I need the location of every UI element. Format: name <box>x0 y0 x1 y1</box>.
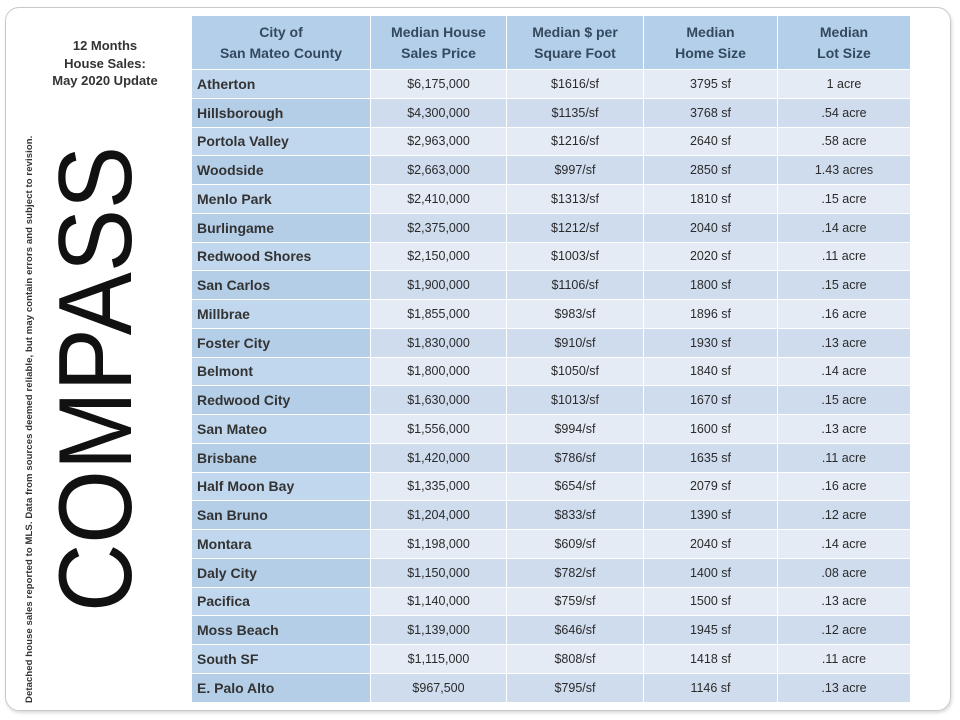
table-row-city: Moss Beach <box>192 616 371 645</box>
table-cell-price: $1,204,000 <box>371 501 507 530</box>
sales-table <box>192 16 911 703</box>
table-cell-price: $1,855,000 <box>371 300 507 329</box>
table-cell-price: $1,139,000 <box>371 616 507 645</box>
caption-line-3: May 2020 Update <box>52 73 158 88</box>
header-home-size <box>644 16 778 70</box>
table-row-city: San Carlos <box>192 271 371 300</box>
table-row-city: Belmont <box>192 358 371 387</box>
header-price-per-sqft-line: Median $ per <box>532 23 618 40</box>
table-cell-home-size: 1390 sf <box>644 501 778 530</box>
table-cell-home-size: 1400 sf <box>644 559 778 588</box>
table-cell-price: $1,900,000 <box>371 271 507 300</box>
table-cell-home-size: 1500 sf <box>644 588 778 617</box>
table-cell-lot-size: .13 acre <box>778 588 911 617</box>
table-cell-home-size: 1930 sf <box>644 329 778 358</box>
table-cell-lot-size: .16 acre <box>778 473 911 502</box>
table-cell-lot-size: 1.43 acres <box>778 156 911 185</box>
table-cell-price: $2,410,000 <box>371 185 507 214</box>
table-cell-price-per-sqft: $1616/sf <box>507 70 644 99</box>
compass-logo-text: COMPASS <box>38 99 154 612</box>
header-price-per-sqft-line: Square Foot <box>534 44 616 61</box>
table-cell-price: $1,420,000 <box>371 444 507 473</box>
table-row-city: Redwood Shores <box>192 243 371 272</box>
table-row-city: Atherton <box>192 70 371 99</box>
header-lot-size-line: Lot Size <box>817 44 871 61</box>
table-cell-price: $1,800,000 <box>371 358 507 387</box>
table-cell-price-per-sqft: $808/sf <box>507 645 644 674</box>
table-cell-price-per-sqft: $609/sf <box>507 530 644 559</box>
table-cell-price-per-sqft: $833/sf <box>507 501 644 530</box>
caption-line-1: 12 Months <box>72 38 138 53</box>
table-cell-home-size: 1840 sf <box>644 358 778 387</box>
header-price-per-sqft <box>507 16 644 70</box>
table-row-city: Menlo Park <box>192 185 371 214</box>
header-price-line: Sales Price <box>401 44 476 61</box>
table-cell-lot-size: .12 acre <box>778 501 911 530</box>
table-row-city: San Mateo <box>192 415 371 444</box>
table-cell-price: $1,150,000 <box>371 559 507 588</box>
table-cell-price: $6,175,000 <box>371 70 507 99</box>
table-cell-home-size: 2079 sf <box>644 473 778 502</box>
table-cell-home-size: 2040 sf <box>644 530 778 559</box>
table-cell-price-per-sqft: $1050/sf <box>507 358 644 387</box>
table-cell-lot-size: .13 acre <box>778 329 911 358</box>
table-cell-price-per-sqft: $997/sf <box>507 156 644 185</box>
table-cell-home-size: 1418 sf <box>644 645 778 674</box>
table-row-city: Woodside <box>192 156 371 185</box>
header-city-line: City of <box>259 23 303 40</box>
table-row-city: E. Palo Alto <box>192 674 371 703</box>
header-home-size-line: Median <box>686 23 735 40</box>
table-cell-home-size: 1896 sf <box>644 300 778 329</box>
table-row-city: Redwood City <box>192 386 371 415</box>
header-lot-size <box>778 16 911 70</box>
table-cell-price: $1,630,000 <box>371 386 507 415</box>
table-cell-home-size: 3768 sf <box>644 99 778 128</box>
table-cell-lot-size: .15 acre <box>778 271 911 300</box>
table-cell-home-size: 1945 sf <box>644 616 778 645</box>
table-cell-lot-size: .58 acre <box>778 128 911 157</box>
table-cell-home-size: 1670 sf <box>644 386 778 415</box>
table-cell-home-size: 2850 sf <box>644 156 778 185</box>
table-cell-price-per-sqft: $782/sf <box>507 559 644 588</box>
table-cell-price: $2,963,000 <box>371 128 507 157</box>
header-city <box>192 16 371 70</box>
table-cell-lot-size: .14 acre <box>778 214 911 243</box>
table-cell-price: $4,300,000 <box>371 99 507 128</box>
table-cell-price-per-sqft: $1212/sf <box>507 214 644 243</box>
table-cell-lot-size: .12 acre <box>778 616 911 645</box>
table-cell-price-per-sqft: $795/sf <box>507 674 644 703</box>
caption-line-2: House Sales: <box>64 55 146 71</box>
table-cell-price-per-sqft: $994/sf <box>507 415 644 444</box>
table-row-city: Montara <box>192 530 371 559</box>
table-cell-home-size: 1635 sf <box>644 444 778 473</box>
table-cell-price-per-sqft: $1216/sf <box>507 128 644 157</box>
table-row-city: Half Moon Bay <box>192 473 371 502</box>
table-cell-price-per-sqft: $654/sf <box>507 473 644 502</box>
header-home-size-line: Home Size <box>675 44 746 61</box>
table-cell-price: $1,115,000 <box>371 645 507 674</box>
header-price-line: Median House <box>391 23 486 40</box>
table-cell-price: $1,198,000 <box>371 530 507 559</box>
table-cell-price: $1,335,000 <box>371 473 507 502</box>
table-cell-price-per-sqft: $759/sf <box>507 588 644 617</box>
table-cell-price-per-sqft: $1313/sf <box>507 185 644 214</box>
table-cell-home-size: 1810 sf <box>644 185 778 214</box>
table-cell-home-size: 2020 sf <box>644 243 778 272</box>
header-lot-size-line: Median <box>819 23 869 40</box>
table-cell-lot-size: .15 acre <box>778 185 911 214</box>
caption <box>44 37 166 90</box>
table-cell-home-size: 1600 sf <box>644 415 778 444</box>
table-cell-price-per-sqft: $983/sf <box>507 300 644 329</box>
disclaimer-text: Detached house sales reported to MLS. Data from sources deemed reliable, but may contain errors and subject to revision. <box>24 135 35 703</box>
table-cell-home-size: 2040 sf <box>644 214 778 243</box>
table-cell-price-per-sqft: $786/sf <box>507 444 644 473</box>
table-row-city: Daly City <box>192 559 371 588</box>
table-cell-lot-size: .14 acre <box>778 530 911 559</box>
header-city-line: San Mateo County <box>219 44 343 61</box>
table-cell-price: $2,663,000 <box>371 156 507 185</box>
table-cell-price: $967,500 <box>371 674 507 703</box>
table-cell-price-per-sqft: $910/sf <box>507 329 644 358</box>
table-row-city: Foster City <box>192 329 371 358</box>
table-row-city: San Bruno <box>192 501 371 530</box>
table-cell-price: $1,830,000 <box>371 329 507 358</box>
table-row-city: Brisbane <box>192 444 371 473</box>
table-row-city: Pacifica <box>192 588 371 617</box>
table-row-city: Burlingame <box>192 214 371 243</box>
table-cell-lot-size: .14 acre <box>778 358 911 387</box>
table-cell-lot-size: .11 acre <box>778 444 911 473</box>
table-cell-price-per-sqft: $1106/sf <box>507 271 644 300</box>
table-cell-price: $1,556,000 <box>371 415 507 444</box>
table-cell-lot-size: .13 acre <box>778 415 911 444</box>
header-price <box>371 16 507 70</box>
table-cell-home-size: 3795 sf <box>644 70 778 99</box>
table-cell-price-per-sqft: $646/sf <box>507 616 644 645</box>
table-cell-price-per-sqft: $1003/sf <box>507 243 644 272</box>
table-cell-lot-size: .15 acre <box>778 386 911 415</box>
table-row-city: South SF <box>192 645 371 674</box>
table-cell-home-size: 2640 sf <box>644 128 778 157</box>
table-cell-lot-size: .11 acre <box>778 243 911 272</box>
table-cell-home-size: 1146 sf <box>644 674 778 703</box>
table-cell-price-per-sqft: $1135/sf <box>507 99 644 128</box>
table-cell-lot-size: .13 acre <box>778 674 911 703</box>
table-row-city: Millbrae <box>192 300 371 329</box>
table-cell-price: $1,140,000 <box>371 588 507 617</box>
table-row-city: Portola Valley <box>192 128 371 157</box>
table-cell-price: $2,375,000 <box>371 214 507 243</box>
compass-logo <box>38 99 154 614</box>
table-cell-lot-size: 1 acre <box>778 70 911 99</box>
table-cell-lot-size: .16 acre <box>778 300 911 329</box>
table-cell-home-size: 1800 sf <box>644 271 778 300</box>
table-cell-lot-size: .54 acre <box>778 99 911 128</box>
table-cell-price: $2,150,000 <box>371 243 507 272</box>
table-row-city: Hillsborough <box>192 99 371 128</box>
table-cell-price-per-sqft: $1013/sf <box>507 386 644 415</box>
table-cell-lot-size: .11 acre <box>778 645 911 674</box>
table-cell-lot-size: .08 acre <box>778 559 911 588</box>
